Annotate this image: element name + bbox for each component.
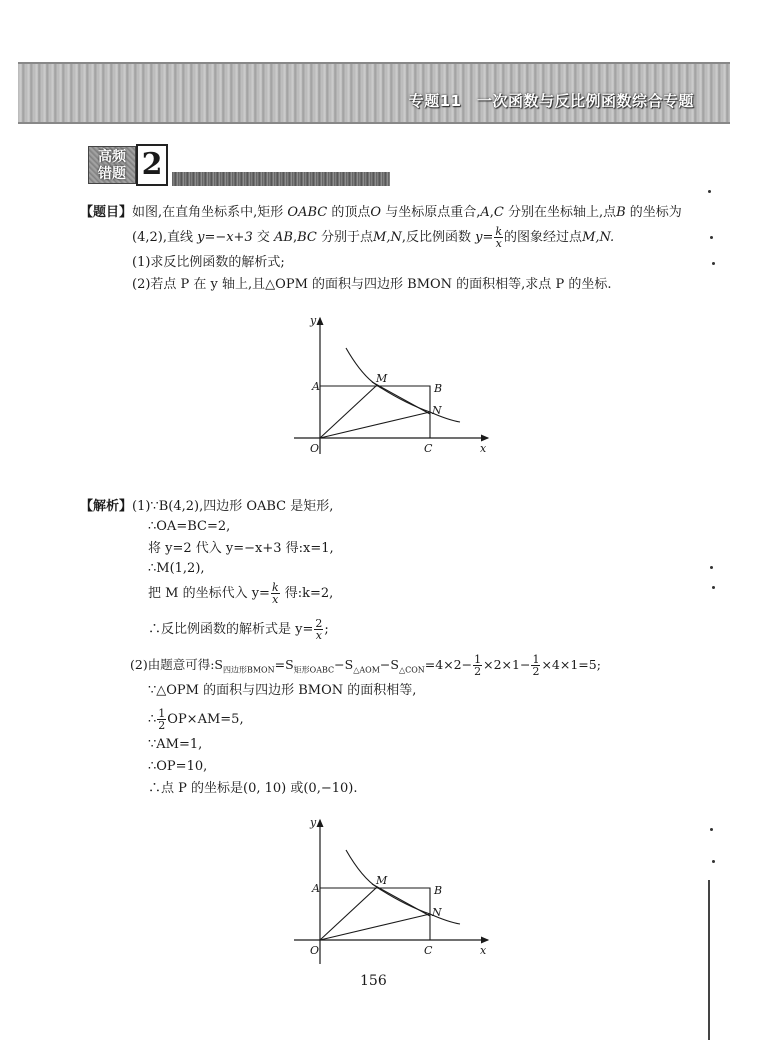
segment-om — [320, 386, 376, 438]
line-mn — [372, 382, 430, 414]
svg-text:y: y — [310, 816, 317, 829]
svg-text:y: y — [310, 314, 317, 327]
chapter-banner — [18, 62, 730, 124]
badge-label — [88, 146, 136, 184]
svg-text:M: M — [376, 372, 388, 385]
solution-line-1: 【解析】(1)∵B(4,2),四边形 OABC 是矩形, — [80, 499, 334, 514]
svg-text:C: C — [424, 944, 433, 957]
question-1: (1)求反比例函数的解析式; — [132, 255, 285, 270]
scan-dot — [712, 262, 715, 265]
solution-line-10: ∵AM=1, — [148, 737, 203, 752]
svg-text:N: N — [432, 906, 442, 919]
solution-line-7: (2)由题意可得$:S_{四边形BMON}=S_{矩形OABC}-S_{\triangle AOM}-S_{\triangle CON}=4\times 2-$ $\frac{1}{2}$ ×2×1− $\frac{1}{2}$ ×4×1=5; — [130, 653, 601, 678]
scan-dot — [710, 236, 713, 239]
scan-dot — [710, 566, 713, 569]
svg-text:A: A — [312, 882, 320, 895]
segment-om — [320, 888, 376, 940]
solution-line-8: ∵△OPM 的面积与四边形 BMON 的面积相等, — [148, 683, 417, 698]
scan-edge-line — [708, 880, 710, 1040]
badge-number: 2 — [136, 144, 168, 186]
svg-text:M: M — [376, 874, 388, 887]
scan-dot — [708, 190, 711, 193]
rectangle-outline — [320, 386, 430, 438]
svg-text:O: O — [310, 442, 320, 455]
solution-line-9: ∴ $\frac{1}{2}$ OP×AM=5, — [148, 707, 244, 732]
svg-text:B: B — [434, 382, 443, 395]
badge-text: 高频 错题 — [98, 149, 126, 182]
rectangle-outline — [320, 888, 430, 940]
hyperbola-curve — [346, 850, 460, 924]
problem-line-2: (4,2),直线 y=−x+3 交 AB,BC 分别于点M,N,反比例函数 y= $\frac{k}{x}$ 的图象经过点M,N. — [132, 225, 615, 250]
badge-strip — [172, 172, 390, 186]
segment-on — [320, 914, 430, 940]
scan-dot — [712, 586, 715, 589]
solution-line-12: ∴点 P 的坐标是(0, 10) 或(0,−10). — [148, 781, 358, 796]
solution-line-5: 把 M 的坐标代入 y= $\frac{k}{x}$ 得:k=2, — [148, 581, 334, 606]
svg-text:B: B — [434, 884, 443, 897]
figure-2 — [290, 814, 500, 972]
chapter-title: 专题11 一次函数与反比例函数综合专题 — [408, 92, 694, 110]
svg-text:x: x — [480, 944, 487, 957]
solution-line-4: ∴M(1,2), — [148, 561, 205, 576]
solution-line-2: ∴OA=BC=2, — [148, 519, 231, 534]
solution-line-6: ∴反比例函数的解析式是 y= $\frac{2}{x}$ ; — [148, 617, 329, 642]
svg-text:x: x — [480, 442, 487, 455]
problem-line-1: 【题目】如图,在直角坐标系中,矩形 OABC 的顶点O 与坐标原点重合,A,C 分别在坐标轴上,点B 的坐标为 — [80, 205, 682, 220]
scan-dot — [712, 860, 715, 863]
solution-line-11: ∴OP=10, — [148, 759, 208, 774]
scan-dot — [710, 828, 713, 831]
svg-text:A: A — [312, 380, 320, 393]
solution-tag: 【解析】 — [80, 499, 133, 514]
hyperbola-curve — [346, 348, 460, 422]
segment-on — [320, 412, 430, 438]
page-number: 156 — [360, 973, 387, 989]
svg-text:N: N — [432, 404, 442, 417]
problem-tag: 【题目】 — [80, 205, 133, 220]
svg-text:O: O — [310, 944, 320, 957]
line-mn — [372, 884, 430, 916]
solution-line-3: 将 y=2 代入 y=−x+3 得:x=1, — [148, 541, 334, 556]
svg-text:C: C — [424, 442, 433, 455]
figure-1 — [290, 312, 500, 462]
question-2: (2)若点 P 在 y 轴上,且△OPM 的面积与四边形 BMON 的面积相等,求点 P 的坐标. — [132, 277, 612, 292]
